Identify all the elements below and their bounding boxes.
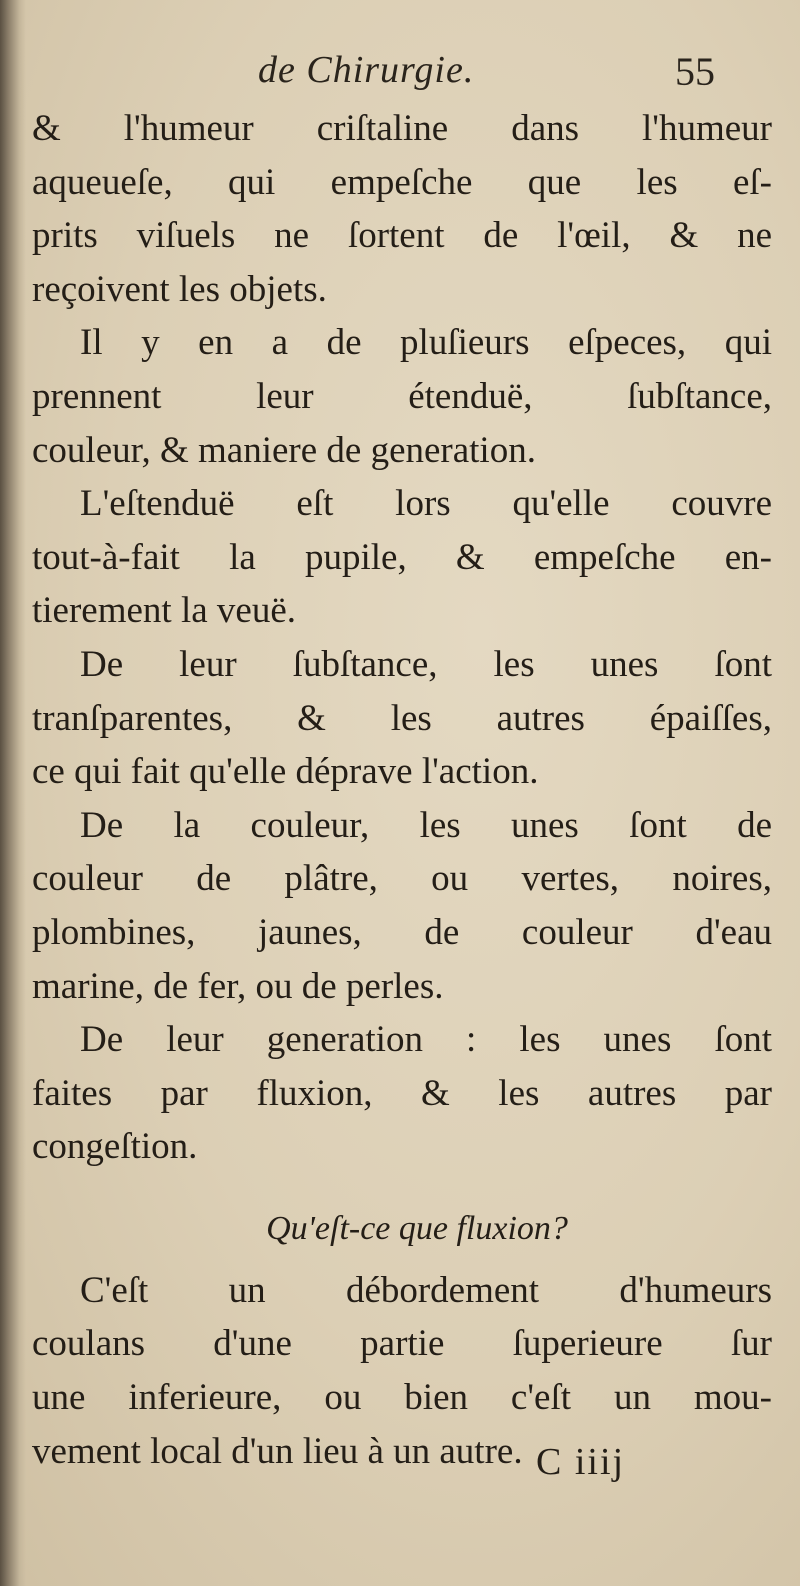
text-line: prennent leur étenduë, ſubſtance, <box>32 375 772 417</box>
text-line: couleur de plâtre, ou vertes, noires, <box>32 858 772 900</box>
paragraph-5 <box>32 799 772 1013</box>
text-line: aqueueſe, qui empeſche que les eſ- <box>32 161 772 203</box>
text-line: L'eſtenduë eſt lors qu'elle couvre <box>80 483 772 525</box>
text-line: Il y en a de pluſieurs eſpeces, qui <box>80 322 772 364</box>
paragraph-7 <box>32 1264 772 1478</box>
text-line: plombines, jaunes, de couleur d'eau <box>32 911 772 953</box>
paragraph-3 <box>32 477 772 638</box>
text-line: De leur generation : les unes ſont <box>80 1019 772 1061</box>
text-line: tierement la veuë. <box>32 590 297 632</box>
signature-mark: C iiij <box>536 1441 626 1483</box>
text-line: vement local d'un lieu à un autre. <box>32 1430 523 1472</box>
section-heading: Qu'eſt-ce que fluxion? <box>266 1209 568 1247</box>
text-line: De la couleur, les unes ſont de <box>80 804 772 846</box>
text-line: De leur ſubſtance, les unes ſont <box>80 643 772 685</box>
text-line: marine, de fer, ou de perles. <box>32 965 444 1007</box>
running-title: de Chirurgie. <box>258 49 475 91</box>
body-text <box>32 102 772 1478</box>
text-line: faites par fluxion, & les autres par <box>32 1072 772 1114</box>
paragraph-1 <box>32 102 772 316</box>
page-number: 55 <box>675 49 715 94</box>
text-line: couleur, & maniere de generation. <box>32 429 536 471</box>
text-line: coulans d'une partie ſuperieure ſur <box>32 1323 772 1365</box>
text-line: tout-à-fait la pupile, & empeſche en- <box>32 536 772 578</box>
text-line: prits viſuels ne ſortent de l'œil, & ne <box>32 215 772 257</box>
paragraph-6 <box>32 1013 772 1174</box>
text-line: tranſparentes, & les autres épaiſſes, <box>32 697 772 739</box>
text-line: une inferieure, ou bien c'eſt un mou- <box>32 1377 772 1419</box>
text-line: reçoivent les objets. <box>32 268 327 310</box>
paragraph-2 <box>32 316 772 477</box>
page-header <box>0 48 800 108</box>
paragraph-4 <box>32 638 772 799</box>
text-line: & l'humeur criſtaline dans l'humeur <box>32 108 772 149</box>
text-line: C'eſt un débordement d'humeurs <box>80 1269 772 1311</box>
binding-gutter <box>0 0 26 1586</box>
text-line: congeſtion. <box>32 1126 198 1168</box>
text-line: ce qui fait qu'elle déprave l'action. <box>32 751 539 793</box>
